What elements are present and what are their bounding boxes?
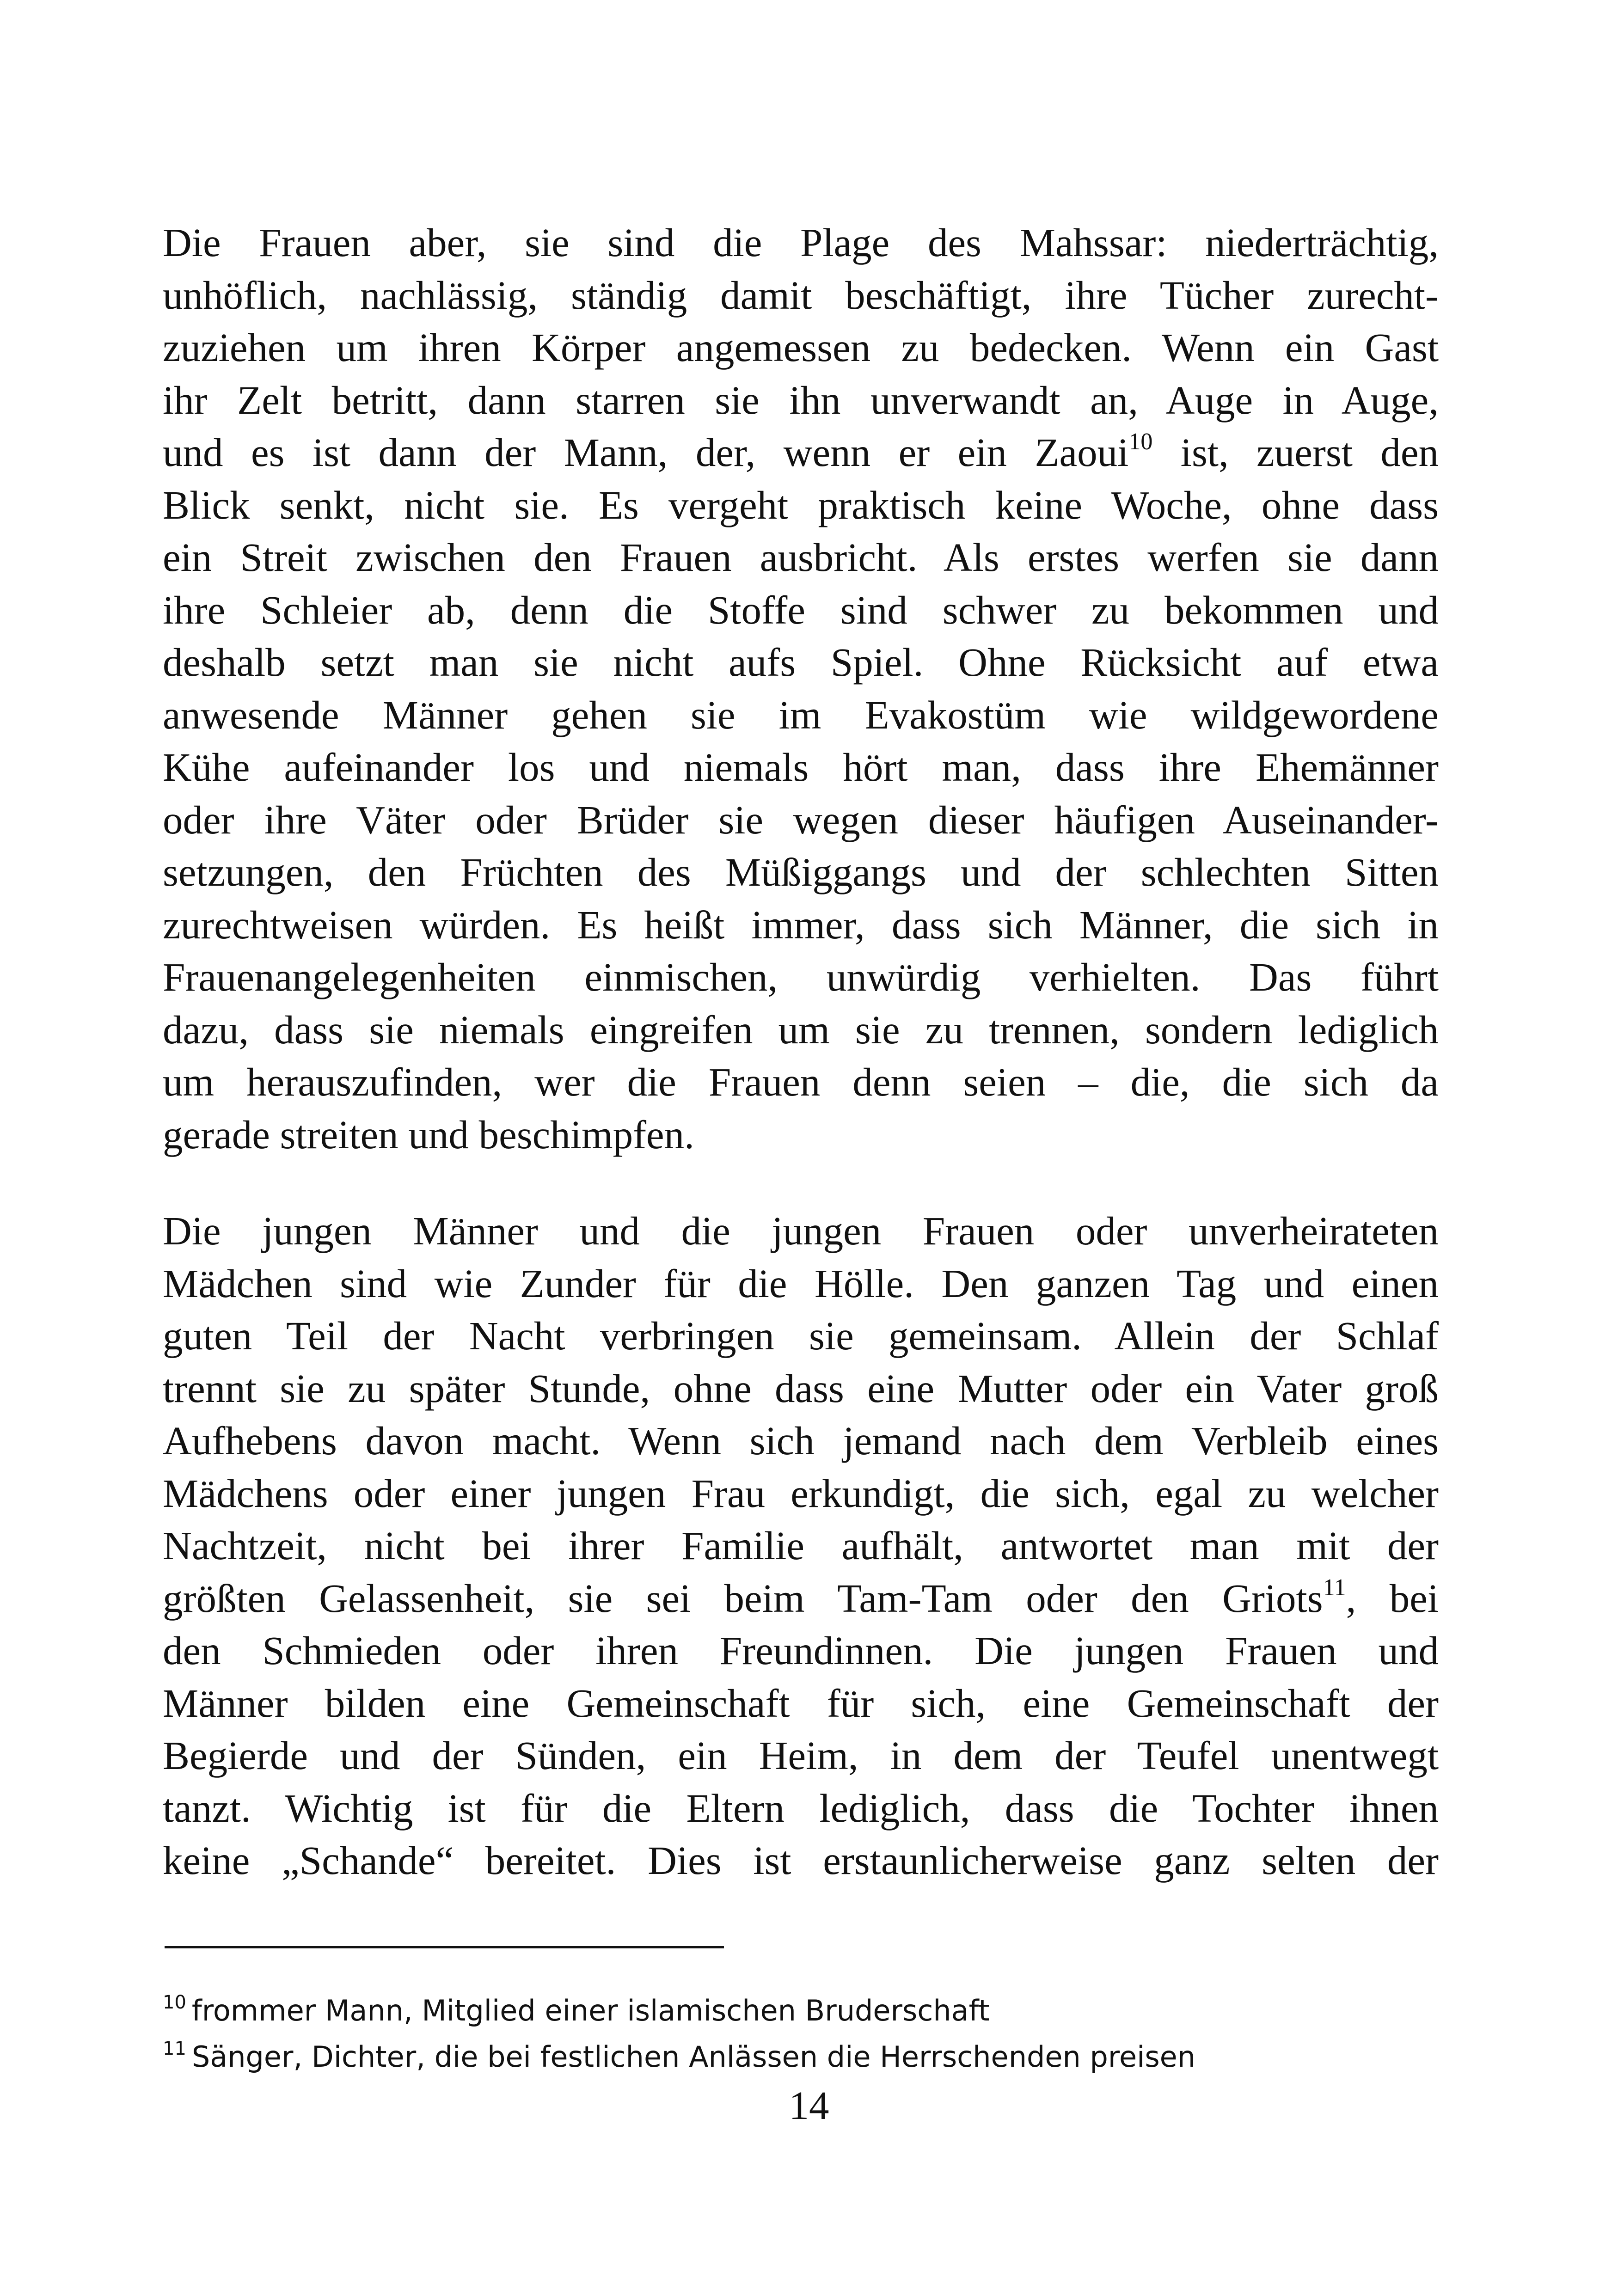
text-line: Die jungen Männer und die jungen Frauen oder unverheirateten xyxy=(163,1208,1439,1253)
text-line: deshalb setzt man sie nicht aufs Spiel. Ohne Rücksicht auf etwa xyxy=(163,640,1439,685)
text-line: Männer bilden eine Gemeinschaft für sich, eine Gemeinschaft der xyxy=(163,1680,1439,1726)
footnotes xyxy=(163,1988,1439,2080)
text-line: den Schmieden oder ihren Freundinnen. Die jungen Frauen und xyxy=(163,1628,1439,1673)
footnote-number: 11 xyxy=(163,2038,186,2060)
footnote-10 xyxy=(163,1988,1439,2034)
text-line: trennt sie zu später Stunde, ohne dass eine Mutter oder ein Vater groß xyxy=(163,1365,1439,1411)
text-line: dazu, dass sie niemals eingreifen um sie zu trennen, sondern lediglich xyxy=(163,1007,1439,1052)
text-line: zuziehen um ihren Körper angemessen zu bedecken. Wenn ein Gast xyxy=(163,325,1439,370)
page-number: 14 xyxy=(789,2083,829,2128)
text-line: unhöflich, nachlässig, ständig damit beschäftigt, ihre Tücher zurecht- xyxy=(163,272,1439,318)
text-line: guten Teil der Nacht verbringen sie gemeinsam. Allein der Schlaf xyxy=(163,1313,1439,1358)
text-line: um herauszufinden, wer die Frauen denn seien – die, die sich da xyxy=(163,1059,1439,1104)
text-line: Blick senkt, nicht sie. Es vergeht praktisch keine Woche, ohne dass xyxy=(163,482,1439,527)
text-fragment: , bei xyxy=(1346,1575,1439,1621)
text-line: setzungen, den Früchten des Müßiggangs und der schlechten Sitten xyxy=(163,850,1439,894)
text-line: tanzt. Wichtig ist für die Eltern lediglich, dass die Tochter ihnen xyxy=(163,1785,1439,1831)
footnote-text: Sänger, Dichter, die bei festlichen Anlässen die Herrschenden preisen xyxy=(191,2040,1196,2074)
text-line: ein Streit zwischen den Frauen ausbricht. Als erstes werfen sie dann xyxy=(163,535,1439,580)
footnote-text: frommer Mann, Mitglied einer islamischen Bruderschaft xyxy=(191,1994,990,2027)
text-line: Kühe aufeinander los und niemals hört man, dass ihre Ehemänner xyxy=(163,745,1439,790)
text-line-with-footnote xyxy=(163,1572,1439,1625)
text-line: gerade streiten und beschimpfen. xyxy=(163,1112,694,1157)
text-line: Frauenangelegenheiten einmischen, unwürdig verhielten. Das führt xyxy=(163,955,1439,999)
paragraph-1 xyxy=(163,216,1439,1161)
text-line: ihre Schleier ab, denn die Stoffe sind schwer zu bekommen und xyxy=(163,587,1439,632)
text-line: anwesende Männer gehen sie im Evakostüm wie wildgewordene xyxy=(163,692,1439,737)
text-line: Aufhebens davon macht. Wenn sich jemand nach dem Verbleib eines xyxy=(163,1418,1439,1463)
text-fragment: größten Gelassenheit, sie sei beim Tam-Tam oder den Griots xyxy=(163,1575,1323,1621)
paragraph-2 xyxy=(163,1205,1439,1887)
text-line: zurechtweisen würden. Es heißt immer, dass sich Männer, die sich in xyxy=(163,902,1439,947)
text-line: Die Frauen aber, sie sind die Plage des Mahssar: niederträchtig, xyxy=(163,220,1439,265)
text-fragment: ist, zuerst den xyxy=(1152,430,1439,475)
text-fragment: und es ist dann der Mann, der, wenn er ein Zaoui xyxy=(163,430,1129,475)
text-line: Mädchen sind wie Zunder für die Hölle. Den ganzen Tag und einen xyxy=(163,1261,1439,1306)
footnote-ref-10[interactable]: 10 xyxy=(1128,429,1153,455)
text-line: Nachtzeit, nicht bei ihrer Familie aufhält, antwortet man mit der xyxy=(163,1523,1439,1568)
text-line: ihr Zelt betritt, dann starren sie ihn unverwandt an, Auge in Auge, xyxy=(163,377,1439,422)
text-line: oder ihre Väter oder Brüder sie wegen dieser häufigen Auseinander- xyxy=(163,797,1439,842)
footnote-number: 10 xyxy=(163,1992,186,2014)
text-line: Mädchens oder einer jungen Frau erkundigt, die sich, egal zu welcher xyxy=(163,1470,1439,1516)
footnote-11 xyxy=(163,2034,1439,2080)
text-line: Begierde und der Sünden, ein Heim, in dem der Teufel unentwegt xyxy=(163,1733,1439,1778)
footnote-separator xyxy=(165,1946,724,1948)
text-line-with-footnote xyxy=(163,426,1439,479)
footnote-ref-11[interactable]: 11 xyxy=(1323,1574,1346,1601)
text-line: keine „Schande“ bereitet. Dies ist erstaunlicherweise ganz selten der xyxy=(163,1838,1439,1883)
